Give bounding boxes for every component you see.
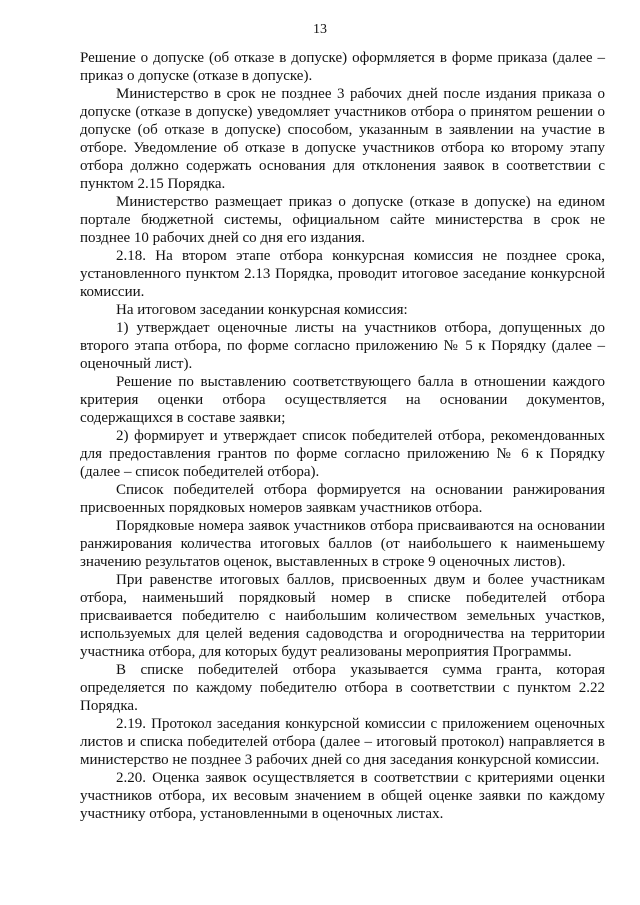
- paragraph-item-2-winners-list: 2) формирует и утверждает список победителей отбора, рекомендованных для предоставления грантов по форме согласно приложению № 6 к Порядку (далее – список победителей отбора).: [80, 428, 605, 480]
- paragraph-2-18: 2.18. На втором этапе отбора конкурсная комиссия не позднее срока, установленного пунктом 2.13 Порядка, проводит итоговое заседание конкурсной комиссии.: [80, 248, 605, 300]
- paragraph-2-20: 2.20. Оценка заявок осуществляется в соответствии с критериями оценки участников отбора, их весовым значением в общей оценке заявки по каждому участнику отбора, установленными в оценочных листах.: [80, 770, 605, 822]
- paragraph-final-meeting-intro: На итоговом заседании конкурсная комиссия:: [116, 302, 408, 318]
- paragraph-item-1-evaluation-sheets: 1) утверждает оценочные листы на участников отбора, допущенных до второго этапа отбора, по форме согласно приложению № 5 к Порядку (далее – оценочный лист).: [80, 320, 605, 372]
- paragraph-score-decision: Решение по выставлению соответствующего балла в отношении каждого критерия оценки отбора осуществляется на основании документов, содержащихся в составе заявки;: [80, 374, 605, 426]
- paragraph-ministry-notification: Министерство в срок не позднее 3 рабочих дней после издания приказа о допуске (отказе в допуске) уведомляет участников отбора о принятом решении о допуске (об отказе в допуске) способом, указанным в заявлении на участие в отборе. Уведомление об отказе в допуске участников отбора ко второму этапу отбора должно содержать основания для отклонения заявок в соответствии с пунктом 2.15 Порядка.: [80, 86, 605, 192]
- page-number: 13: [313, 22, 327, 37]
- paragraph-ministry-publishes-order: Министерство размещает приказ о допуске (отказе в допуске) на едином портале бюджетной системы, официальном сайте министерства в срок не позднее 10 рабочих дней со дня его издания.: [80, 194, 605, 246]
- paragraph-admission-decision: Решение о допуске (об отказе в допуске) оформляется в форме приказа (далее – приказ о допуске (отказе в допуске).: [80, 50, 605, 84]
- paragraph-2-19: 2.19. Протокол заседания конкурсной комиссии с приложением оценочных листов и списка победителей отбора (далее – итоговый протокол) направляется в министерство не позднее 3 рабочих дней со дня заседания конкурсной комиссии.: [80, 716, 605, 768]
- paragraph-winners-list-ranking: Список победителей отбора формируется на основании ранжирования присвоенных порядковых номеров заявкам участников отбора.: [80, 482, 605, 516]
- paragraph-equal-scores: При равенстве итоговых баллов, присвоенных двум и более участникам отбора, наименьший порядковый номер в списке победителей отбора присваивается победителю с наибольшим количеством земельных участков, используемых для целей ведения садоводства и огородничества на территории участника отбора, для которых будут реализованы мероприятия Программы.: [80, 572, 605, 660]
- document-body: [80, 49, 605, 823]
- paragraph-serial-numbers: Порядковые номера заявок участников отбора присваиваются на основании ранжирования количества итоговых баллов (от наибольшего к наименьшему значению результатов оценок, выставленных в строке 9 оценочных листов).: [80, 518, 605, 570]
- paragraph-grant-amount: В списке победителей отбора указывается сумма гранта, которая определяется по каждому победителю отбора в соответствии с пунктом 2.22 Порядка.: [80, 662, 605, 714]
